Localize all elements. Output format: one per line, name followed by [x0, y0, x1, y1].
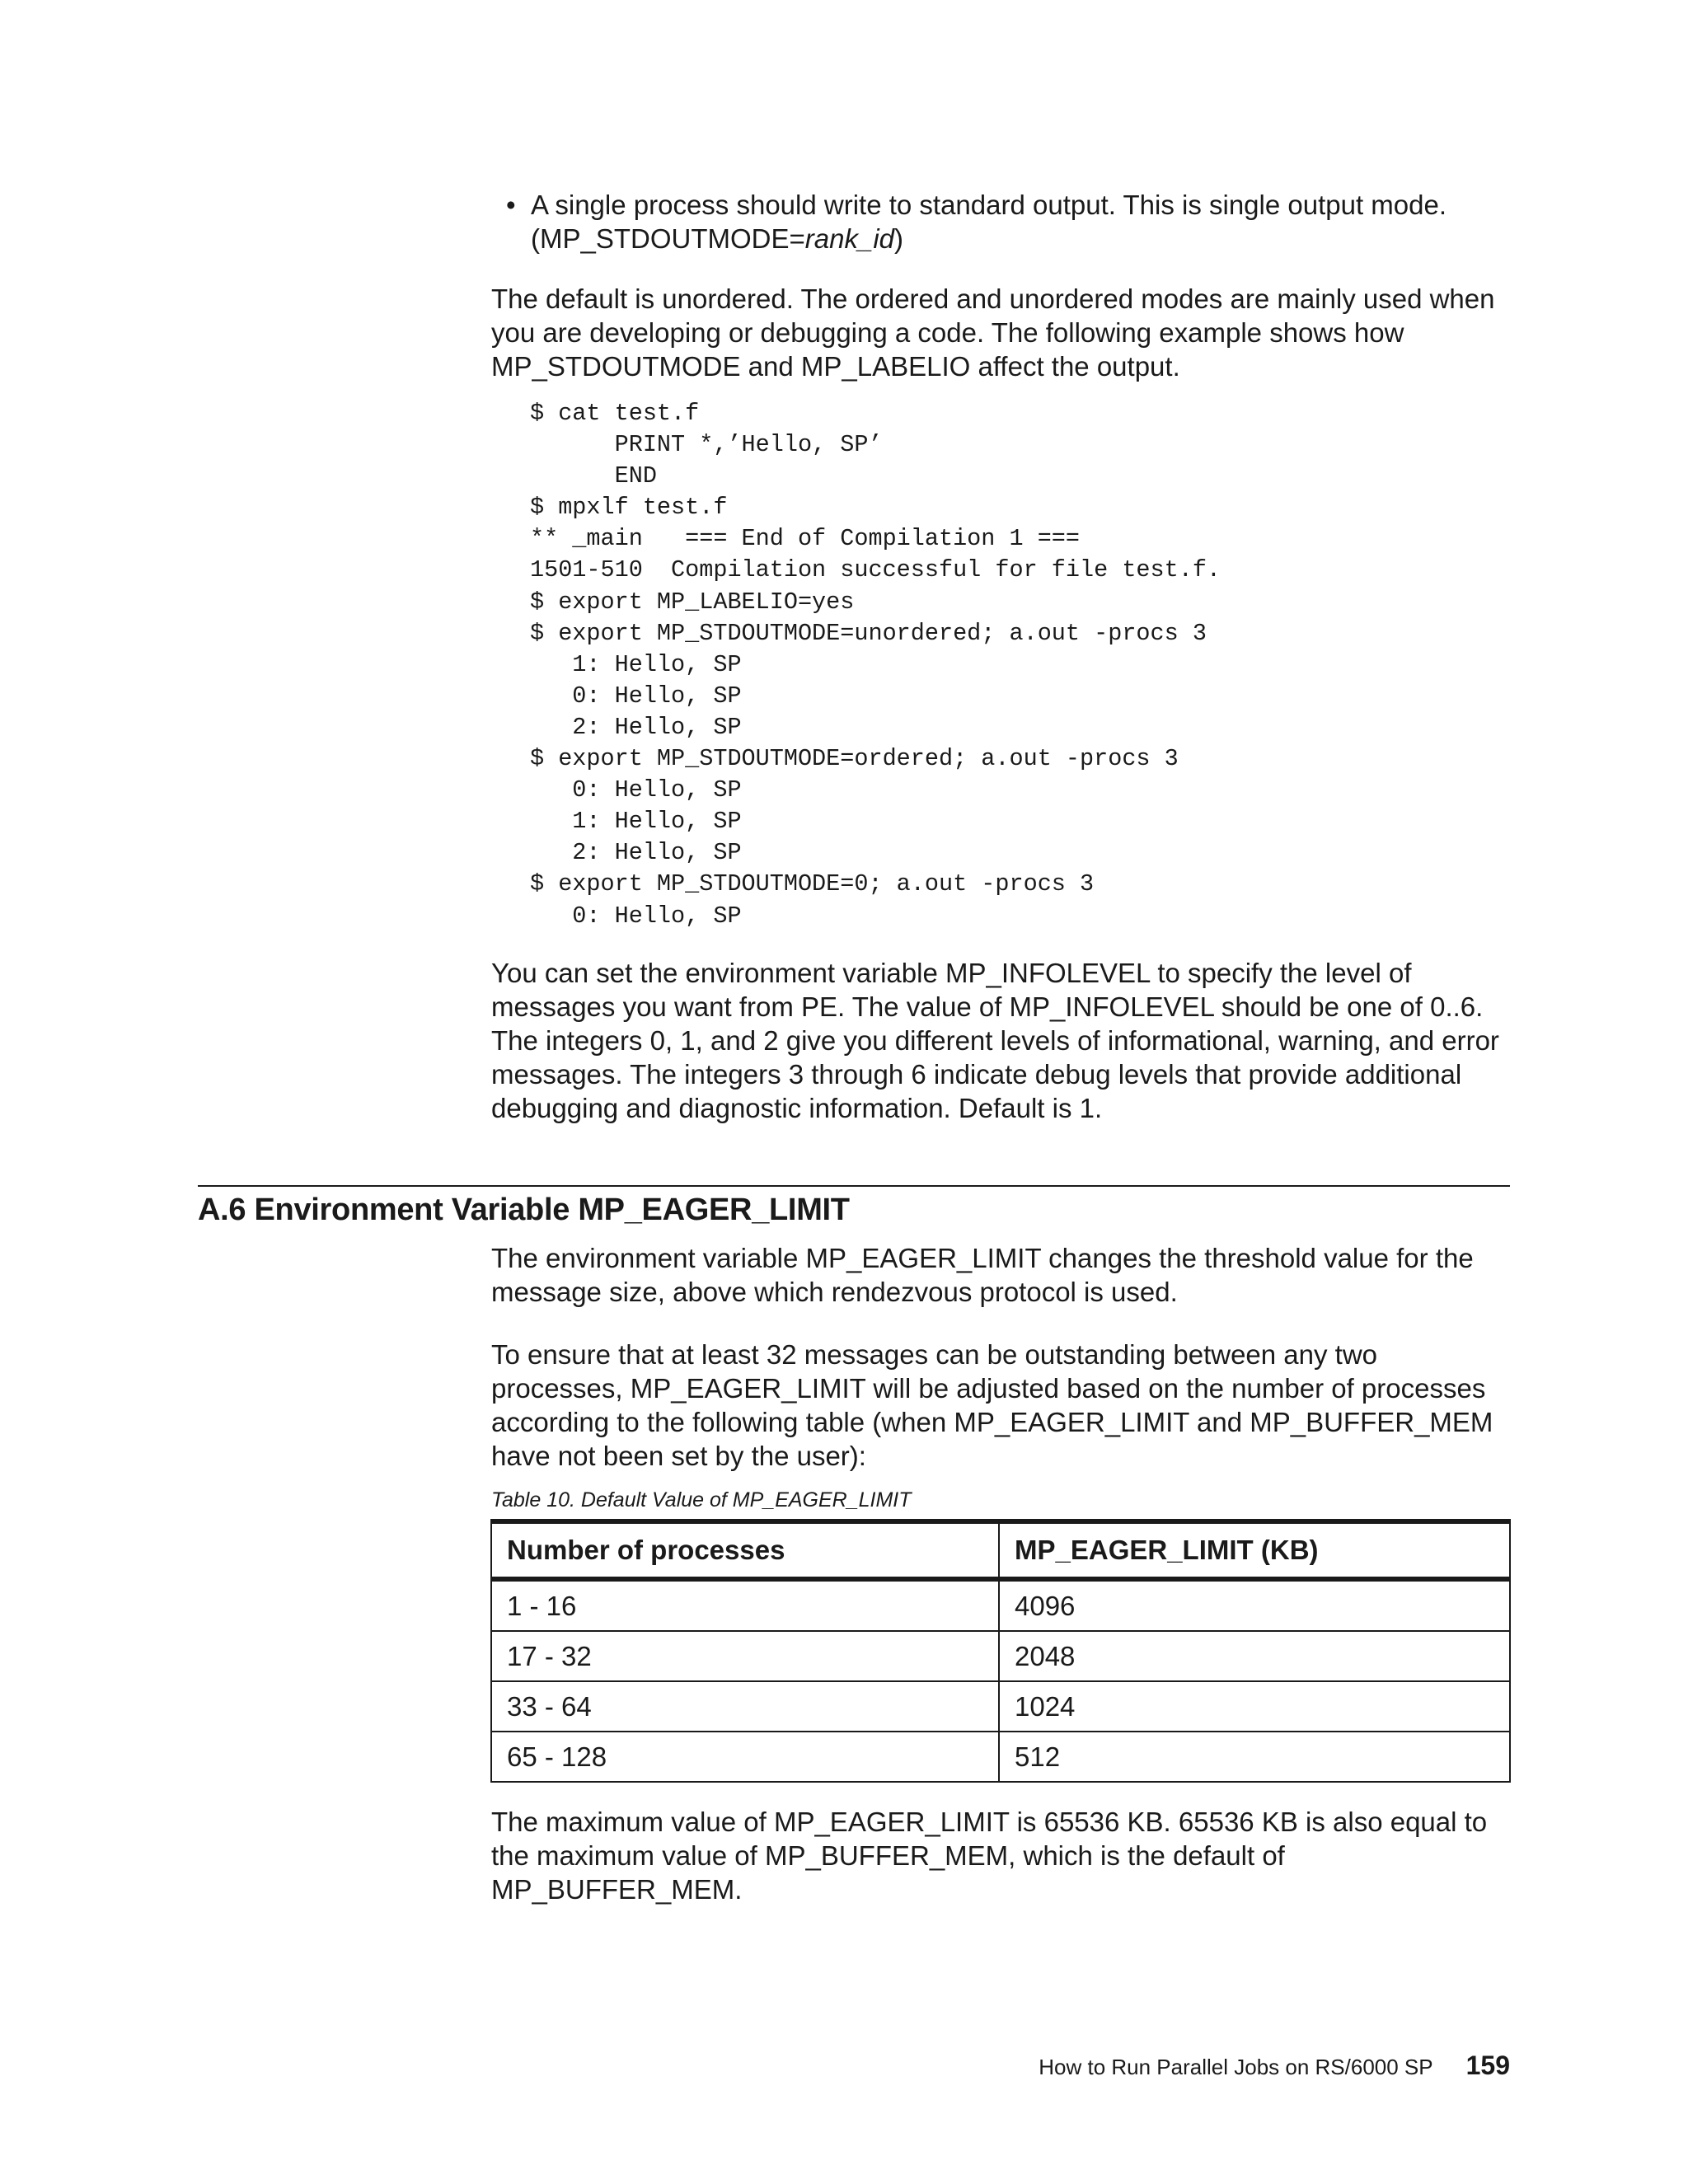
table-row	[491, 1631, 1510, 1681]
code-line: ** _main === End of Compilation 1 ===	[530, 525, 1081, 553]
code-line: $ export MP_STDOUTMODE=ordered; a.out -procs 3	[530, 745, 1179, 773]
paragraph-default-unordered: The default is unordered. The ordered and unordered modes are mainly used when you are developing or debugging a code. The following example shows how MP_STDOUTMODE and MP_LABELIO affect the output.	[491, 284, 1495, 382]
section-divider	[198, 1185, 1510, 1187]
table-header-cell: MP_EAGER_LIMIT (KB)	[999, 1521, 1510, 1579]
code-line: $ mpxlf test.f	[530, 494, 728, 522]
code-line: 1501-510 Compilation successful for file test.f.	[530, 556, 1221, 584]
code-example	[530, 398, 1221, 932]
bullet-item-single-output	[506, 188, 1512, 255]
table-row	[491, 1732, 1510, 1782]
bullet-line-2	[531, 222, 1512, 255]
code-line: END	[530, 462, 657, 490]
section-heading: A.6 Environment Variable MP_EAGER_LIMIT	[198, 1193, 850, 1227]
table-cell: 65 - 128	[491, 1732, 999, 1782]
table-cell: 1 - 16	[491, 1579, 999, 1631]
code-line: 1: Hello, SP	[530, 808, 742, 836]
code-line: $ cat test.f	[530, 400, 700, 427]
table-cell: 17 - 32	[491, 1631, 999, 1681]
footer-book-title: How to Run Parallel Jobs on RS/6000 SP	[1039, 2055, 1433, 2079]
table-header-cell: Number of processes	[491, 1521, 999, 1579]
bullet-line-2-italic: rank_id	[804, 223, 895, 254]
table-cell: 33 - 64	[491, 1681, 999, 1732]
code-line: 0: Hello, SP	[530, 776, 742, 804]
table-caption: Table 10. Default Value of MP_EAGER_LIMIT	[491, 1488, 912, 1511]
code-line: $ export MP_STDOUTMODE=unordered; a.out -procs 3	[530, 619, 1207, 647]
table-cell: 512	[999, 1732, 1510, 1782]
bullet-text	[531, 188, 1512, 255]
code-line: 2: Hello, SP	[530, 713, 742, 741]
table-cell: 1024	[999, 1681, 1510, 1732]
bullet-line-2-prefix: (MP_STDOUTMODE=	[531, 223, 805, 254]
code-line: $ export MP_LABELIO=yes	[530, 588, 855, 616]
paragraph-infolevel: You can set the environment variable MP_INFOLEVEL to specify the level of messages you want from PE. The value of MP_INFOLEVEL should be one of 0..6. The integers 0, 1, and 2 give you different levels of informational, warning, and error messages. The integers 3 through 6 indicate debug levels that provide additional debugging and diagnostic information. Default is 1.	[491, 958, 1499, 1123]
code-line: 0: Hello, SP	[530, 682, 742, 710]
table-row	[491, 1681, 1510, 1732]
page-number: 159	[1465, 2050, 1510, 2080]
paragraph-eager-limit-intro: The environment variable MP_EAGER_LIMIT changes the threshold value for the message size, above which rendezvous protocol is used.	[491, 1243, 1474, 1307]
table-cell: 4096	[999, 1579, 1510, 1631]
table-cell: 2048	[999, 1631, 1510, 1681]
bullet-line-1: A single process should write to standard output. This is single output mode.	[531, 190, 1447, 220]
bullet-line-2-suffix: )	[894, 223, 904, 254]
code-line: 0: Hello, SP	[530, 902, 742, 930]
code-line: PRINT *,’Hello, SP’	[530, 431, 883, 459]
page-footer	[1039, 2050, 1510, 2082]
code-line: 2: Hello, SP	[530, 839, 742, 867]
table-row	[491, 1579, 1510, 1631]
paragraph-eager-limit-adjust: To ensure that at least 32 messages can be outstanding between any two processes, MP_EAGER_LIMIT will be adjusted based on the number of processes according to the following table (when MP_EAGER_LIMIT and MP_BUFFER_MEM have not been set by the user):	[491, 1339, 1493, 1471]
code-line: $ export MP_STDOUTMODE=0; a.out -procs 3	[530, 870, 1095, 898]
bullet-marker: •	[506, 190, 516, 220]
paragraph-max-value: The maximum value of MP_EAGER_LIMIT is 65536 KB. 65536 KB is also equal to the maximum value of MP_BUFFER_MEM, which is the default of MP_BUFFER_MEM.	[491, 1807, 1488, 1905]
code-line: 1: Hello, SP	[530, 650, 742, 678]
table-header-row	[491, 1521, 1510, 1579]
eager-limit-table	[490, 1519, 1511, 1783]
